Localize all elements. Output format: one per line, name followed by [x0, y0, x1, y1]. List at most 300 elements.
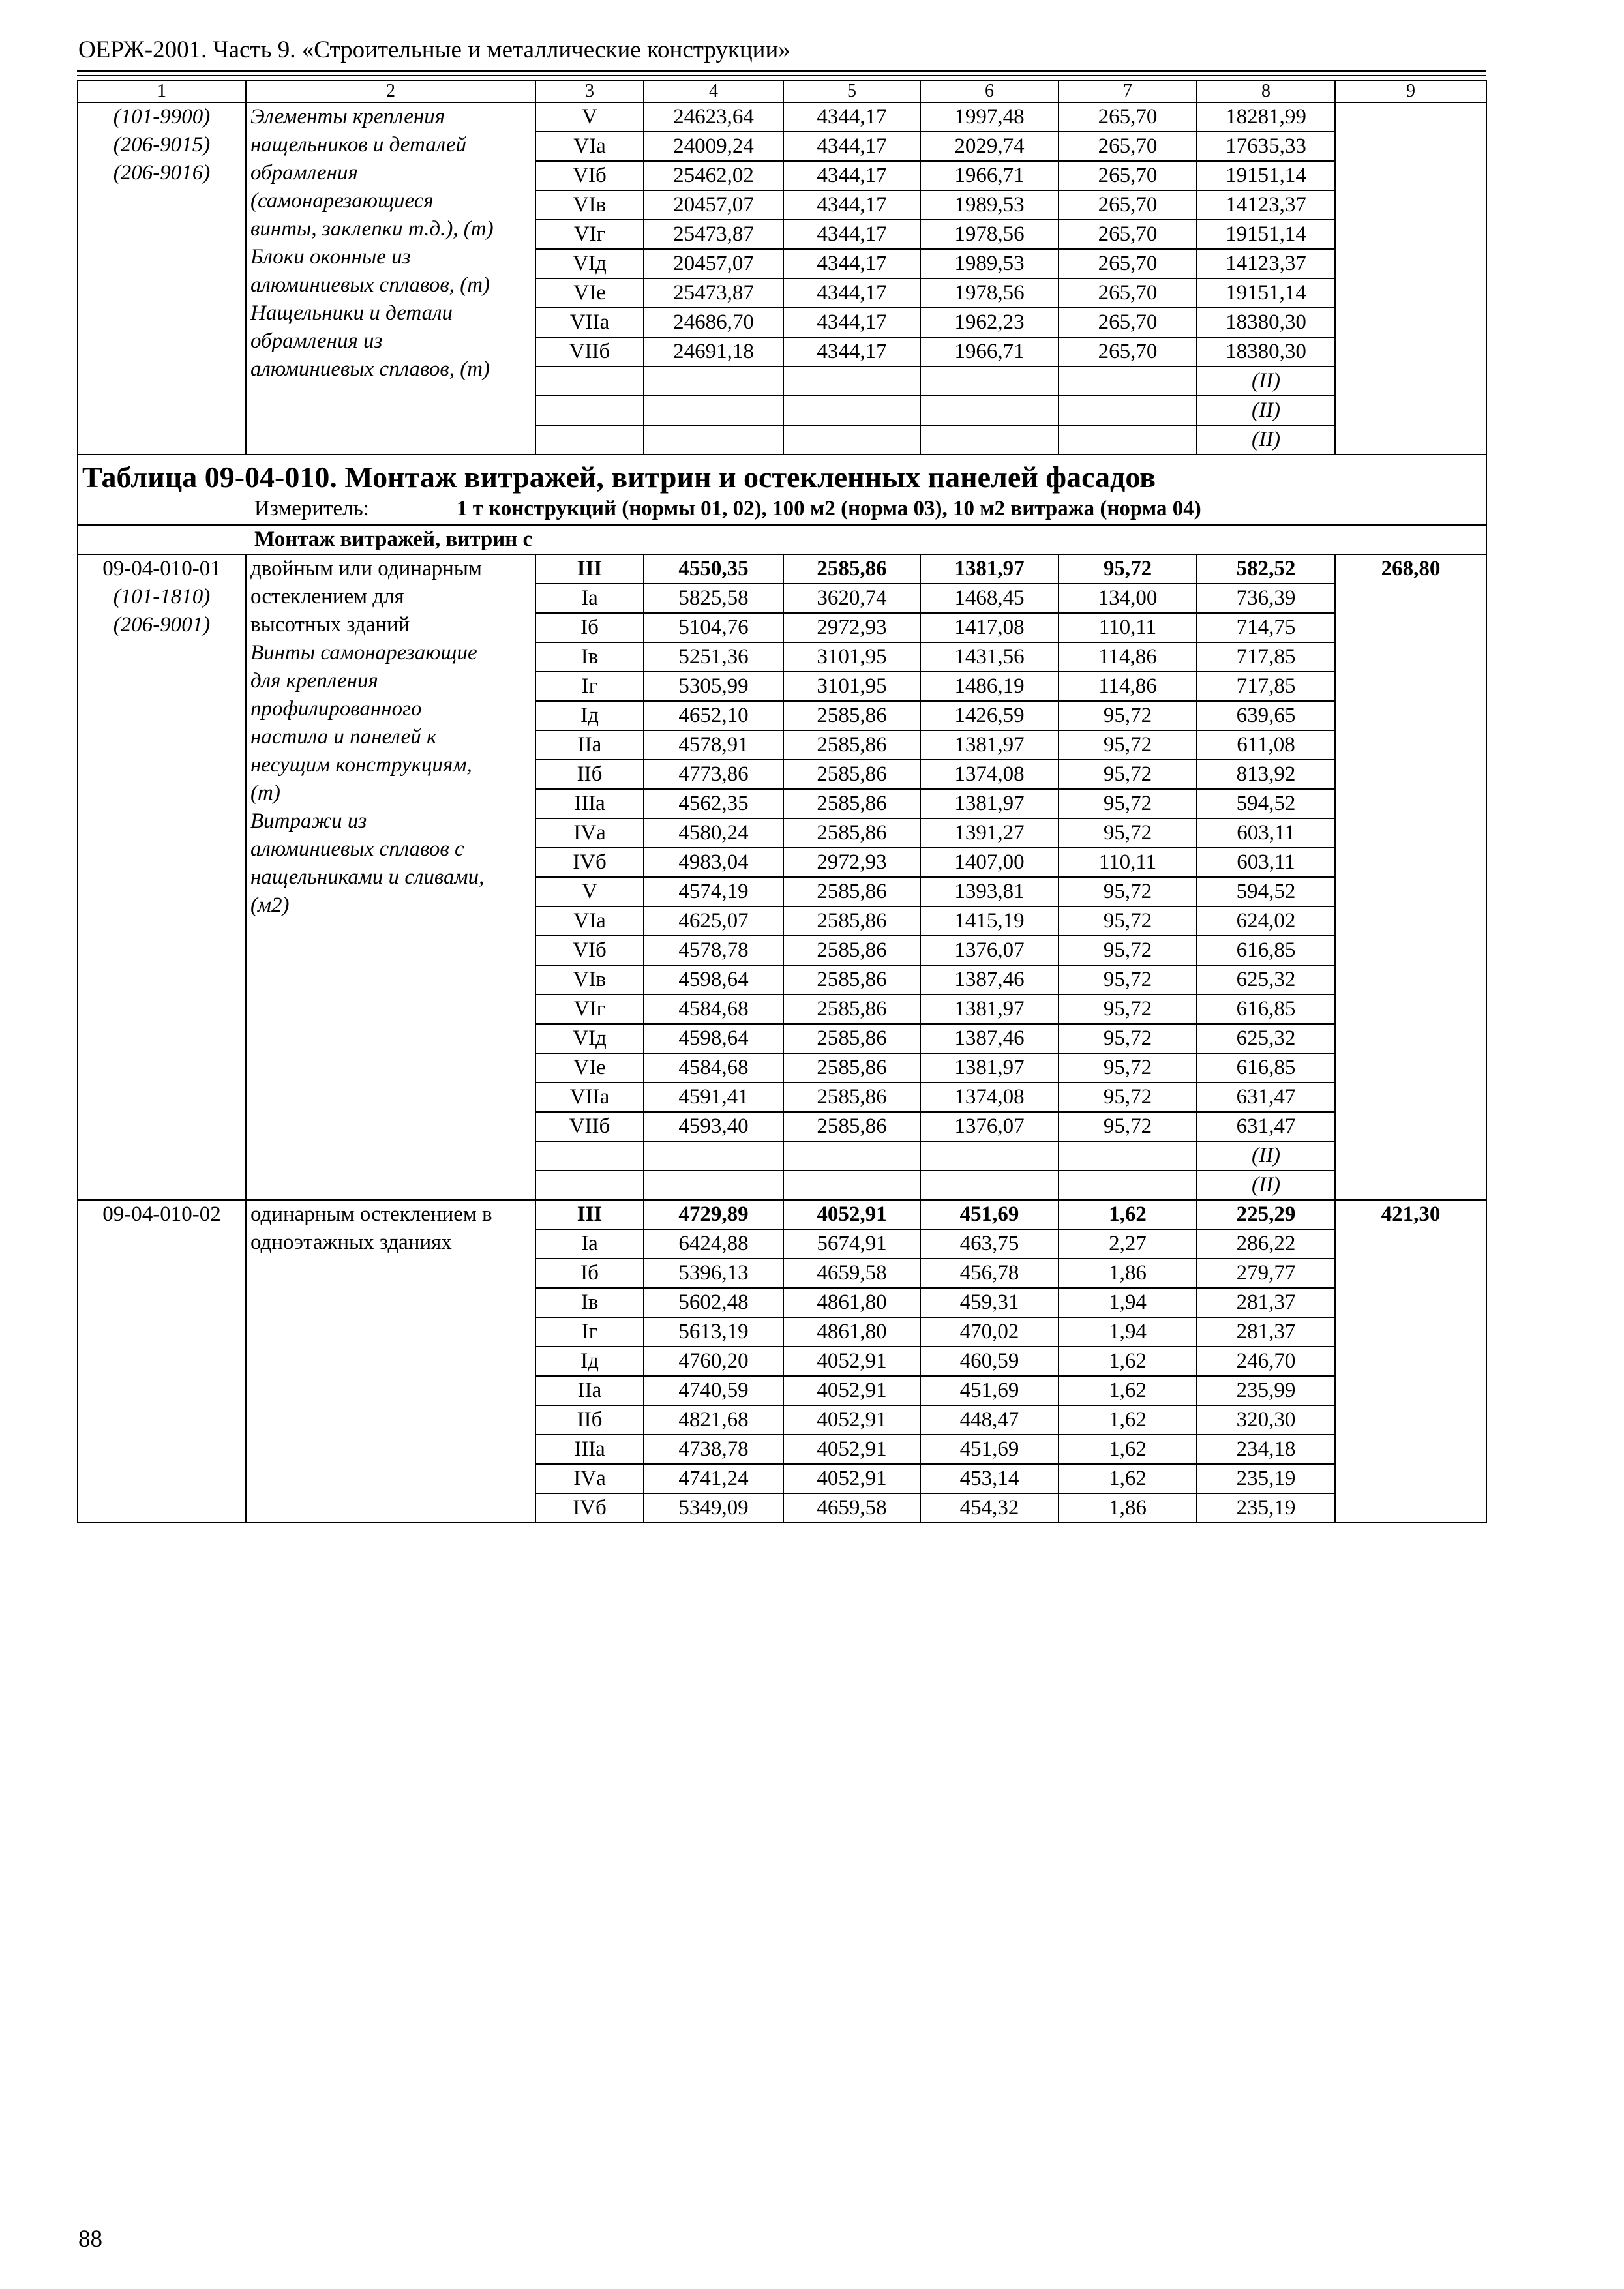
resource-group-cell: III	[535, 1200, 644, 1229]
resource-group-cell: VIг	[535, 220, 644, 249]
resource-group-cell: VIб	[535, 161, 644, 190]
measure-line	[82, 496, 1482, 524]
materials-cell: 624,02	[1197, 906, 1335, 936]
machinists-wages-cell: 95,72	[1059, 1024, 1197, 1053]
material-ref: (II)	[1252, 1144, 1280, 1167]
materials-cell: 286,22	[1197, 1229, 1335, 1259]
machinists-wages-cell: 1,94	[1059, 1288, 1197, 1317]
resource-group-cell: IVа	[535, 1464, 644, 1493]
column-number: 9	[1335, 80, 1486, 102]
machines-cell: 1391,27	[920, 818, 1059, 848]
total-cost-cell: 4584,68	[644, 995, 783, 1024]
wages-cell: 4861,80	[783, 1317, 920, 1347]
total-cost-cell: 4738,78	[644, 1435, 783, 1464]
empty-cell	[1059, 396, 1197, 425]
wages-cell: 2585,86	[783, 554, 920, 584]
machines-cell: 1997,48	[920, 102, 1059, 132]
wages-cell: 4052,91	[783, 1405, 920, 1435]
machinists-wages-cell: 265,70	[1059, 190, 1197, 220]
resource-group-cell: Iб	[535, 1259, 644, 1288]
materials-cell: 594,52	[1197, 789, 1335, 818]
machinists-wages-cell: 95,72	[1059, 1053, 1197, 1083]
machinists-wages-cell: 1,94	[1059, 1317, 1197, 1347]
materials-cell: 736,39	[1197, 584, 1335, 613]
materials-cell: 625,32	[1197, 965, 1335, 995]
resource-group-cell: VIIа	[535, 308, 644, 337]
machines-cell: 1374,08	[920, 1083, 1059, 1112]
wages-cell: 2585,86	[783, 789, 920, 818]
empty-cell	[535, 396, 644, 425]
material-ref-cell	[1197, 1171, 1335, 1200]
machines-cell: 1415,19	[920, 906, 1059, 936]
empty-cell	[1059, 367, 1197, 396]
total-cost-cell: 25462,02	[644, 161, 783, 190]
material-ref: (II)	[1252, 428, 1280, 451]
empty-cell	[783, 1141, 920, 1171]
column-number: 1	[78, 80, 246, 102]
resource-group-cell: IVб	[535, 1493, 644, 1523]
materials-cell: 717,85	[1197, 672, 1335, 701]
wages-cell: 4344,17	[783, 308, 920, 337]
materials-cell: 616,85	[1197, 1053, 1335, 1083]
resource-group-cell: Iб	[535, 613, 644, 642]
wages-cell: 4344,17	[783, 102, 920, 132]
empty-cell	[920, 1141, 1059, 1171]
materials-cell: 18380,30	[1197, 337, 1335, 367]
total-cost-cell: 4580,24	[644, 818, 783, 848]
machinists-wages-cell: 95,72	[1059, 995, 1197, 1024]
column-number: 7	[1059, 80, 1197, 102]
page-number: 88	[78, 2226, 102, 2252]
material-name-line: Элементы крепления	[250, 105, 445, 128]
machinists-wages-cell: 265,70	[1059, 249, 1197, 278]
materials-cell: 18380,30	[1197, 308, 1335, 337]
column-number: 4	[644, 80, 783, 102]
wages-cell: 4344,17	[783, 220, 920, 249]
machines-cell: 1978,56	[920, 220, 1059, 249]
machinists-wages-cell: 265,70	[1059, 278, 1197, 308]
empty-cell	[644, 1171, 783, 1200]
empty-cell	[920, 1171, 1059, 1200]
materials-cell: 235,19	[1197, 1493, 1335, 1523]
wages-cell: 2585,86	[783, 936, 920, 965]
rates-table	[77, 80, 1487, 1523]
empty-cell	[920, 367, 1059, 396]
machinists-wages-cell: 2,27	[1059, 1229, 1197, 1259]
material-code: (101-1810)	[113, 585, 211, 608]
materials-cell: 281,37	[1197, 1317, 1335, 1347]
machines-cell: 451,69	[920, 1376, 1059, 1405]
empty-cell	[535, 367, 644, 396]
machinists-wages-cell: 265,70	[1059, 132, 1197, 161]
materials-cell: 281,37	[1197, 1288, 1335, 1317]
wages-cell: 2585,86	[783, 818, 920, 848]
machines-cell: 456,78	[920, 1259, 1059, 1288]
empty-cell	[644, 425, 783, 455]
description-column	[246, 554, 535, 1200]
material-name-line: для крепления	[250, 669, 378, 693]
wages-cell: 2585,86	[783, 1053, 920, 1083]
empty-cell	[783, 425, 920, 455]
empty-cell	[644, 396, 783, 425]
machinists-wages-cell: 265,70	[1059, 308, 1197, 337]
machines-cell: 463,75	[920, 1229, 1059, 1259]
material-ref: (II)	[1252, 369, 1280, 393]
machines-cell: 470,02	[920, 1317, 1059, 1347]
table-row	[78, 554, 1486, 584]
wages-cell: 4344,17	[783, 161, 920, 190]
machines-cell: 1381,97	[920, 554, 1059, 584]
machines-cell: 1431,56	[920, 642, 1059, 672]
work-description-line: высотных зданий	[250, 613, 410, 636]
materials-cell: 320,30	[1197, 1405, 1335, 1435]
materials-cell: 616,85	[1197, 995, 1335, 1024]
resource-group-cell: VIд	[535, 1024, 644, 1053]
machinists-wages-cell: 95,72	[1059, 730, 1197, 760]
resource-group-cell: IIIа	[535, 1435, 644, 1464]
material-name-line: нащельников и деталей	[250, 133, 467, 157]
machines-cell: 1417,08	[920, 613, 1059, 642]
material-code: (206-9015)	[113, 133, 211, 157]
materials-cell: 14123,37	[1197, 190, 1335, 220]
column-number: 8	[1197, 80, 1335, 102]
wages-cell: 4344,17	[783, 278, 920, 308]
machines-cell: 1387,46	[920, 1024, 1059, 1053]
materials-cell: 17635,33	[1197, 132, 1335, 161]
resource-group-cell: Iв	[535, 1288, 644, 1317]
resource-group-cell: IIа	[535, 730, 644, 760]
empty-cell	[644, 1141, 783, 1171]
resource-group-cell: VIг	[535, 995, 644, 1024]
wages-cell: 5674,91	[783, 1229, 920, 1259]
total-cost-cell: 4983,04	[644, 848, 783, 877]
empty-cell	[783, 1171, 920, 1200]
total-cost-cell: 4773,86	[644, 760, 783, 789]
measure-value: 1 т конструкций (нормы 01, 02), 100 м2 (норма 03), 10 м2 витража (норма 04)	[457, 497, 1201, 520]
table-title: Таблица 09-04-010. Монтаж витражей, витрин и остекленных панелей фасадов	[82, 460, 1156, 494]
total-cost-cell: 24009,24	[644, 132, 783, 161]
wages-cell: 4344,17	[783, 190, 920, 220]
total-cost-cell: 4598,64	[644, 1024, 783, 1053]
total-cost-cell: 5602,48	[644, 1288, 783, 1317]
materials-cell: 279,77	[1197, 1259, 1335, 1288]
materials-cell: 639,65	[1197, 701, 1335, 730]
machines-cell: 1381,97	[920, 730, 1059, 760]
total-cost-cell: 24623,64	[644, 102, 783, 132]
code-column	[78, 1200, 246, 1523]
wages-cell: 4052,91	[783, 1435, 920, 1464]
machines-cell: 1426,59	[920, 701, 1059, 730]
machinists-wages-cell: 95,72	[1059, 818, 1197, 848]
code-column	[78, 554, 246, 1200]
wages-cell: 2585,86	[783, 965, 920, 995]
materials-cell: 19151,14	[1197, 161, 1335, 190]
machinists-wages-cell: 265,70	[1059, 161, 1197, 190]
material-ref-cell	[1197, 425, 1335, 455]
material-name-line: алюминиевых сплавов, (т)	[250, 273, 490, 297]
empty-cell	[1059, 1171, 1197, 1200]
resource-group-cell: VIIа	[535, 1083, 644, 1112]
measure-label: Измеритель:	[254, 497, 369, 520]
section-heading-cell	[78, 525, 1486, 554]
work-description-line: одноэтажных зданиях	[250, 1231, 452, 1254]
wages-cell: 4861,80	[783, 1288, 920, 1317]
resource-group-cell: IIа	[535, 1376, 644, 1405]
norm-code: 09-04-010-01	[102, 557, 221, 580]
materials-cell: 603,11	[1197, 848, 1335, 877]
machines-cell: 1407,00	[920, 848, 1059, 877]
total-cost-cell: 4625,07	[644, 906, 783, 936]
materials-cell: 714,75	[1197, 613, 1335, 642]
material-name-line: настила и панелей к	[250, 725, 437, 749]
empty-cell	[535, 1171, 644, 1200]
section-heading-row	[78, 525, 1486, 554]
machines-cell: 451,69	[920, 1200, 1059, 1229]
machinists-wages-cell: 1,62	[1059, 1347, 1197, 1376]
empty-cell	[535, 425, 644, 455]
wages-cell: 4052,91	[783, 1464, 920, 1493]
machinists-wages-cell: 95,72	[1059, 701, 1197, 730]
header-rule-thin	[77, 75, 1486, 76]
machines-cell: 454,32	[920, 1493, 1059, 1523]
materials-cell: 631,47	[1197, 1112, 1335, 1141]
material-name-line: обрамления из	[250, 329, 383, 353]
material-code: (206-9001)	[113, 613, 211, 636]
empty-cell	[783, 396, 920, 425]
machinists-wages-cell: 95,72	[1059, 877, 1197, 906]
materials-cell: 717,85	[1197, 642, 1335, 672]
column-number: 3	[535, 80, 644, 102]
material-name-line: (самонарезающиеся	[250, 189, 434, 213]
resource-group-cell: VIб	[535, 936, 644, 965]
machines-cell: 460,59	[920, 1347, 1059, 1376]
resource-group-cell: VIа	[535, 132, 644, 161]
resource-group-cell: IIIа	[535, 789, 644, 818]
material-name-line: Винты самонарезающие	[250, 641, 477, 665]
running-head: ОЕРЖ-2001. Часть 9. «Строительные и металлические конструкции»	[78, 37, 790, 63]
description-column-cont	[246, 102, 535, 455]
total-cost-cell: 4821,68	[644, 1405, 783, 1435]
machines-cell: 459,31	[920, 1288, 1059, 1317]
table-row	[78, 1200, 1486, 1229]
resource-group-cell: VIд	[535, 249, 644, 278]
material-name-line: Блоки оконные из	[250, 245, 411, 269]
machinists-wages-cell: 95,72	[1059, 789, 1197, 818]
machines-cell: 2029,74	[920, 132, 1059, 161]
machines-cell: 451,69	[920, 1435, 1059, 1464]
col9-cont	[1335, 102, 1486, 455]
resource-group-cell: IVа	[535, 818, 644, 848]
total-cost-cell: 4578,78	[644, 936, 783, 965]
total-cost-cell: 24686,70	[644, 308, 783, 337]
machines-cell: 1989,53	[920, 190, 1059, 220]
machinists-wages-cell: 1,62	[1059, 1376, 1197, 1405]
section-heading: Монтаж витражей, витрин с	[254, 528, 533, 551]
materials-cell: 246,70	[1197, 1347, 1335, 1376]
machines-cell: 1962,23	[920, 308, 1059, 337]
total-cost-cell: 4550,35	[644, 554, 783, 584]
empty-cell	[1059, 425, 1197, 455]
materials-cell: 611,08	[1197, 730, 1335, 760]
resource-group-cell: V	[535, 102, 644, 132]
material-code: (101-9900)	[113, 105, 211, 128]
materials-cell: 235,99	[1197, 1376, 1335, 1405]
material-name-line: профилированного	[250, 697, 422, 721]
machinists-wages-cell: 1,62	[1059, 1200, 1197, 1229]
machines-cell: 1381,97	[920, 1053, 1059, 1083]
machinists-wages-cell: 95,72	[1059, 965, 1197, 995]
material-ref-cell	[1197, 396, 1335, 425]
wages-cell: 4659,58	[783, 1259, 920, 1288]
wages-cell: 2972,93	[783, 848, 920, 877]
wages-cell: 2972,93	[783, 613, 920, 642]
material-ref-cell	[1197, 1141, 1335, 1171]
machines-cell: 1376,07	[920, 1112, 1059, 1141]
work-description-line: одинарным остеклением в	[250, 1203, 492, 1226]
machines-cell: 453,14	[920, 1464, 1059, 1493]
wages-cell: 3620,74	[783, 584, 920, 613]
machines-cell: 1468,45	[920, 584, 1059, 613]
material-name-line: несущим конструкциям,	[250, 753, 472, 777]
machinists-wages-cell: 110,11	[1059, 848, 1197, 877]
resource-group-cell: IIб	[535, 1405, 644, 1435]
total-cost-cell: 5305,99	[644, 672, 783, 701]
machinists-wages-cell: 1,86	[1059, 1259, 1197, 1288]
material-ref: (II)	[1252, 398, 1280, 422]
resource-group-cell: VIIб	[535, 337, 644, 367]
machinists-wages-cell: 134,00	[1059, 584, 1197, 613]
wages-cell: 2585,86	[783, 1024, 920, 1053]
resource-group-cell: Iд	[535, 1347, 644, 1376]
machines-cell: 448,47	[920, 1405, 1059, 1435]
machines-cell: 1374,08	[920, 760, 1059, 789]
wages-cell: 4659,58	[783, 1493, 920, 1523]
machines-cell: 1381,97	[920, 995, 1059, 1024]
machinists-wages-cell: 114,86	[1059, 642, 1197, 672]
total-cost-cell: 4729,89	[644, 1200, 783, 1229]
description-column	[246, 1200, 535, 1523]
column-number: 6	[920, 80, 1059, 102]
machinists-wages-cell: 95,72	[1059, 1083, 1197, 1112]
machines-cell: 1966,71	[920, 161, 1059, 190]
table-title-row	[78, 455, 1486, 525]
resource-group-cell: III	[535, 554, 644, 584]
total-cost-cell: 4598,64	[644, 965, 783, 995]
total-cost-cell: 4740,59	[644, 1376, 783, 1405]
wages-cell: 2585,86	[783, 877, 920, 906]
total-cost-cell: 25473,87	[644, 220, 783, 249]
column-number: 5	[783, 80, 920, 102]
table-title-cell	[78, 455, 1486, 525]
materials-cell: 625,32	[1197, 1024, 1335, 1053]
empty-cell	[920, 396, 1059, 425]
materials-cell: 19151,14	[1197, 278, 1335, 308]
wages-cell: 4052,91	[783, 1347, 920, 1376]
wages-cell: 2585,86	[783, 906, 920, 936]
total-cost-cell: 4652,10	[644, 701, 783, 730]
total-cost-cell: 5104,76	[644, 613, 783, 642]
machines-cell: 1989,53	[920, 249, 1059, 278]
total-cost-cell: 5349,09	[644, 1493, 783, 1523]
wages-cell: 4344,17	[783, 337, 920, 367]
material-name-line: алюминиевых сплавов с	[250, 837, 464, 861]
machinists-wages-cell: 110,11	[1059, 613, 1197, 642]
material-name-line: алюминиевых сплавов, (т)	[250, 357, 490, 381]
resource-group-cell: IVб	[535, 848, 644, 877]
wages-cell: 4052,91	[783, 1376, 920, 1405]
machinists-wages-cell: 95,72	[1059, 554, 1197, 584]
materials-cell: 225,29	[1197, 1200, 1335, 1229]
material-ref: (II)	[1252, 1173, 1280, 1197]
column-number: 2	[246, 80, 535, 102]
machines-cell: 1376,07	[920, 936, 1059, 965]
machines-cell: 1387,46	[920, 965, 1059, 995]
total-cost-cell: 4593,40	[644, 1112, 783, 1141]
material-code: (206-9016)	[113, 161, 211, 185]
machines-cell: 1393,81	[920, 877, 1059, 906]
materials-cell: 235,19	[1197, 1464, 1335, 1493]
resource-group-cell: IIб	[535, 760, 644, 789]
total-cost-cell: 5251,36	[644, 642, 783, 672]
machinists-wages-cell: 95,72	[1059, 760, 1197, 789]
empty-cell	[644, 367, 783, 396]
wages-cell: 2585,86	[783, 995, 920, 1024]
total-cost-cell: 5613,19	[644, 1317, 783, 1347]
material-name-line: винты, заклепки т.д.), (т)	[250, 217, 494, 241]
material-name-line: (м2)	[250, 893, 290, 917]
materials-cell: 594,52	[1197, 877, 1335, 906]
material-name-line: Нащельники и детали	[250, 301, 453, 325]
machines-cell: 1486,19	[920, 672, 1059, 701]
total-cost-cell: 24691,18	[644, 337, 783, 367]
machines-cell: 1381,97	[920, 789, 1059, 818]
material-name-line: нащельниками и сливами,	[250, 865, 485, 889]
empty-cell	[1059, 1141, 1197, 1171]
resource-group-cell: Iв	[535, 642, 644, 672]
machinists-wages-cell: 1,62	[1059, 1464, 1197, 1493]
machinists-wages-cell: 265,70	[1059, 102, 1197, 132]
machinists-wages-cell: 95,72	[1059, 936, 1197, 965]
col9-value: 421,30	[1335, 1200, 1486, 1523]
machinists-wages-cell: 265,70	[1059, 337, 1197, 367]
machinists-wages-cell: 1,86	[1059, 1493, 1197, 1523]
resource-group-cell: Iа	[535, 584, 644, 613]
machines-cell: 1978,56	[920, 278, 1059, 308]
total-cost-cell: 6424,88	[644, 1229, 783, 1259]
column-numbers-row	[78, 80, 1486, 102]
total-cost-cell: 4760,20	[644, 1347, 783, 1376]
resource-group-cell: VIа	[535, 906, 644, 936]
wages-cell: 4344,17	[783, 132, 920, 161]
machinists-wages-cell: 265,70	[1059, 220, 1197, 249]
work-description-line: двойным или одинарным	[250, 557, 482, 580]
total-cost-cell: 4574,19	[644, 877, 783, 906]
empty-cell	[535, 1141, 644, 1171]
materials-cell: 19151,14	[1197, 220, 1335, 249]
resource-group-cell: VIв	[535, 965, 644, 995]
materials-cell: 14123,37	[1197, 249, 1335, 278]
resource-group-cell: Iг	[535, 1317, 644, 1347]
resource-group-cell: VIв	[535, 190, 644, 220]
total-cost-cell: 5396,13	[644, 1259, 783, 1288]
total-cost-cell: 4584,68	[644, 1053, 783, 1083]
resource-group-cell: Iг	[535, 672, 644, 701]
material-ref-cell	[1197, 367, 1335, 396]
resource-group-cell: VIIб	[535, 1112, 644, 1141]
total-cost-cell: 4578,91	[644, 730, 783, 760]
wages-cell: 4052,91	[783, 1200, 920, 1229]
total-cost-cell: 20457,07	[644, 249, 783, 278]
